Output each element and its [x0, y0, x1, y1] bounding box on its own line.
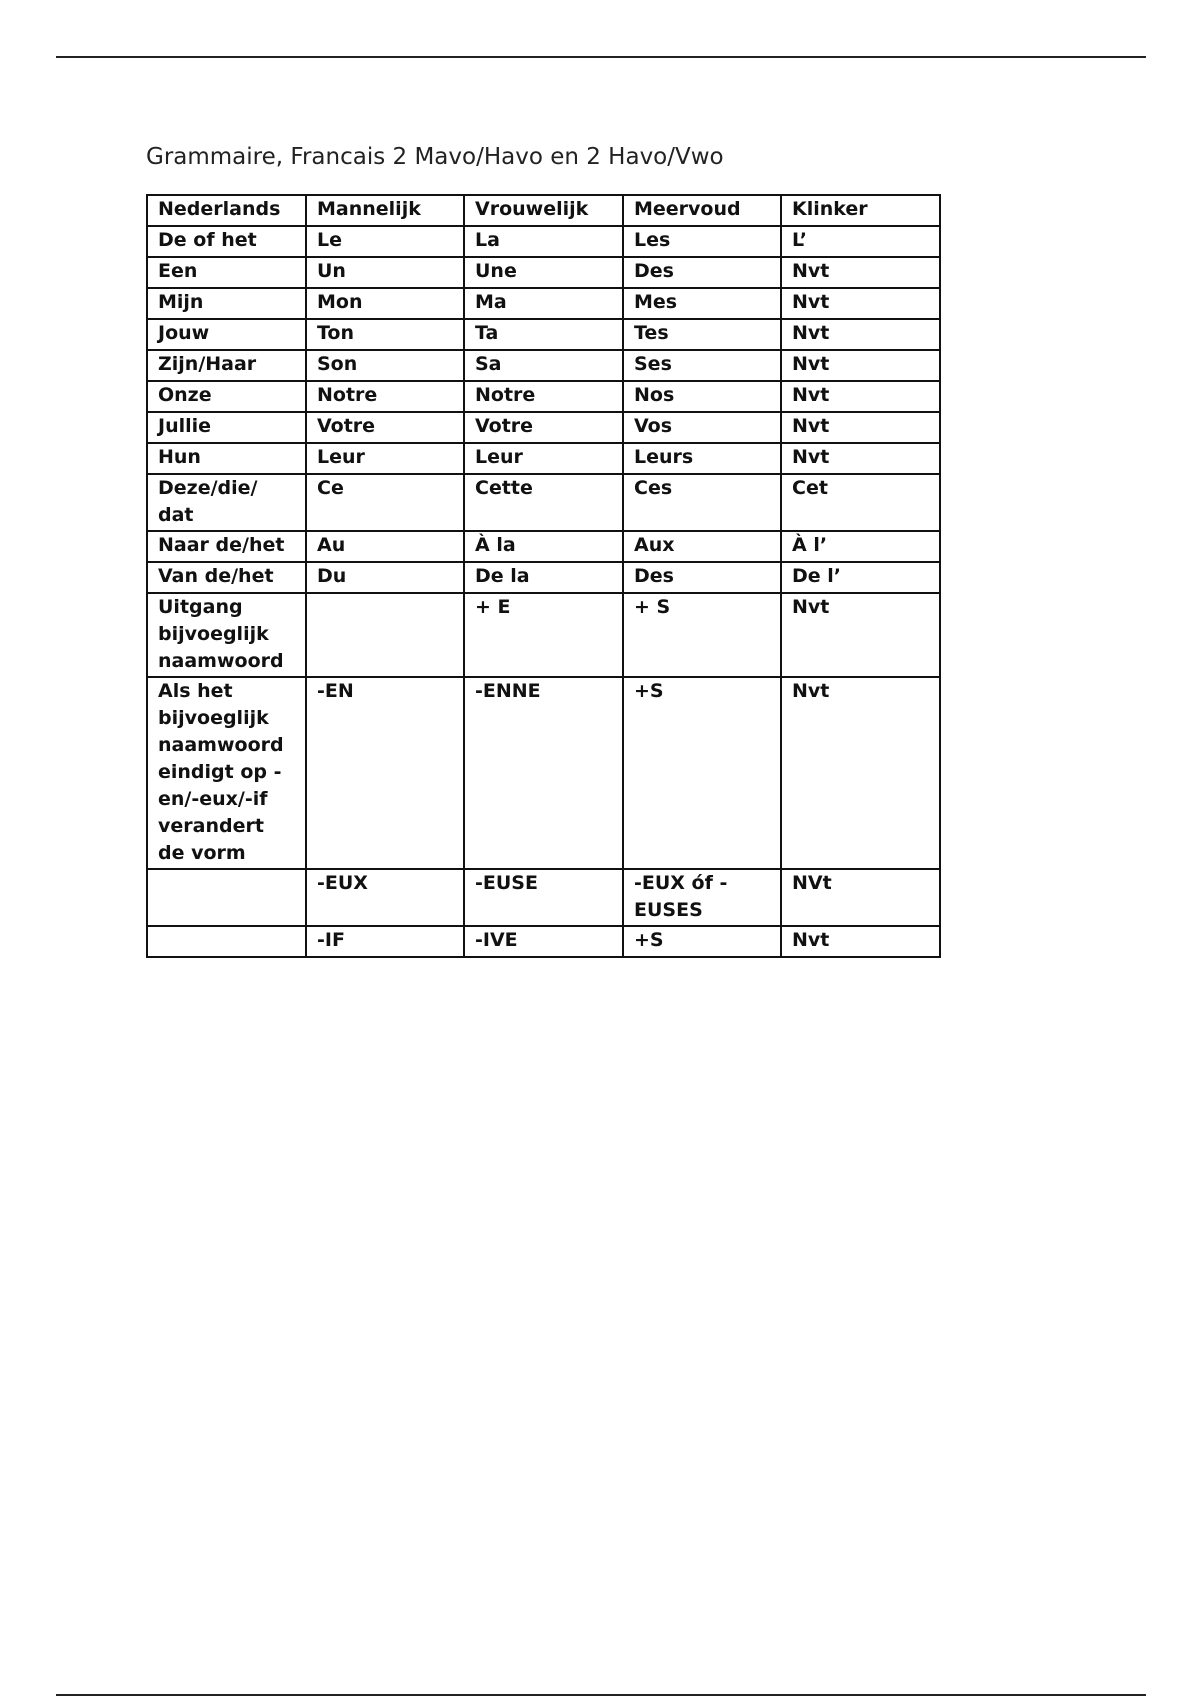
table-cell: Ce [306, 474, 464, 531]
table-cell: Du [306, 562, 464, 593]
table-cell: L’ [781, 226, 940, 257]
table-cell: Als het bijvoeglijk naamwoord eindigt op - en/-eux/-if verandert de vorm [147, 677, 306, 869]
table-cell: NVt [781, 869, 940, 926]
table-cell: De la [464, 562, 623, 593]
table-cell: Ma [464, 288, 623, 319]
table-cell: Ta [464, 319, 623, 350]
table-cell: Notre [306, 381, 464, 412]
table-cell: Mijn [147, 288, 306, 319]
table-cell: Een [147, 257, 306, 288]
table-cell [147, 926, 306, 957]
table-cell: Nvt [781, 593, 940, 677]
table-cell: Ton [306, 319, 464, 350]
table-row [147, 677, 940, 869]
table-cell: + E [464, 593, 623, 677]
table-cell: Les [623, 226, 781, 257]
table-cell: De of het [147, 226, 306, 257]
table-cell: Van de/het [147, 562, 306, 593]
table-row [147, 474, 940, 531]
header-cell-mannelijk: Mannelijk [306, 195, 464, 226]
table-cell: Cet [781, 474, 940, 531]
table-cell: Ses [623, 350, 781, 381]
table-row [147, 869, 940, 926]
table-cell: Des [623, 562, 781, 593]
table-cell: -EUX óf - EUSES [623, 869, 781, 926]
table-row [147, 412, 940, 443]
footer-rule [56, 1694, 1146, 1696]
table-cell: Votre [306, 412, 464, 443]
table-cell: Nvt [781, 257, 940, 288]
table-cell: Aux [623, 531, 781, 562]
table-cell: Vos [623, 412, 781, 443]
table-row [147, 926, 940, 957]
header-cell-vrouwelijk: Vrouwelijk [464, 195, 623, 226]
table-cell: Nvt [781, 412, 940, 443]
table-cell: -IVE [464, 926, 623, 957]
table-cell: Jullie [147, 412, 306, 443]
header-cell-meervoud: Meervoud [623, 195, 781, 226]
table-cell: -IF [306, 926, 464, 957]
header-cell-nederlands: Nederlands [147, 195, 306, 226]
table-cell: Nvt [781, 350, 940, 381]
table-cell: Le [306, 226, 464, 257]
table-cell: Mon [306, 288, 464, 319]
table-cell: Leur [306, 443, 464, 474]
table-cell: À l’ [781, 531, 940, 562]
table-cell: -EUSE [464, 869, 623, 926]
table-row [147, 562, 940, 593]
table-cell: Mes [623, 288, 781, 319]
page-title: Grammaire, Francais 2 Mavo/Havo en 2 Havo/Vwo [146, 144, 724, 170]
table-cell: Notre [464, 381, 623, 412]
table-cell: Naar de/het [147, 531, 306, 562]
table-cell: Au [306, 531, 464, 562]
table-cell: Nvt [781, 677, 940, 869]
table-cell: Leurs [623, 443, 781, 474]
table-cell: Deze/die/ dat [147, 474, 306, 531]
table-row [147, 443, 940, 474]
table-cell: La [464, 226, 623, 257]
table-cell: De l’ [781, 562, 940, 593]
table-cell: Cette [464, 474, 623, 531]
table-cell: Sa [464, 350, 623, 381]
table-row [147, 319, 940, 350]
header-cell-klinker: Klinker [781, 195, 940, 226]
table-cell: Leur [464, 443, 623, 474]
table-cell: Uitgang bijvoeglijk naamwoord [147, 593, 306, 677]
table-cell: Nos [623, 381, 781, 412]
table-cell: Une [464, 257, 623, 288]
table-cell: Votre [464, 412, 623, 443]
table-cell: Onze [147, 381, 306, 412]
table-cell: Zijn/Haar [147, 350, 306, 381]
table-cell: Ces [623, 474, 781, 531]
table-cell [147, 869, 306, 926]
table-cell: -EN [306, 677, 464, 869]
table-cell: Nvt [781, 319, 940, 350]
table-cell: À la [464, 531, 623, 562]
table-cell: Nvt [781, 288, 940, 319]
table-row [147, 531, 940, 562]
table-cell [306, 593, 464, 677]
table-header-row [147, 195, 940, 226]
table-row [147, 226, 940, 257]
table-row [147, 350, 940, 381]
table-cell: Son [306, 350, 464, 381]
table-cell: +S [623, 677, 781, 869]
table-cell: Hun [147, 443, 306, 474]
table-cell: Un [306, 257, 464, 288]
table-cell: Tes [623, 319, 781, 350]
table-cell: Nvt [781, 443, 940, 474]
table-cell: Nvt [781, 381, 940, 412]
table-cell: Jouw [147, 319, 306, 350]
table-cell: -ENNE [464, 677, 623, 869]
header-rule [56, 56, 1146, 58]
table-cell: -EUX [306, 869, 464, 926]
table-cell: Des [623, 257, 781, 288]
table-row [147, 257, 940, 288]
table-cell: + S [623, 593, 781, 677]
table-cell: Nvt [781, 926, 940, 957]
table-cell: +S [623, 926, 781, 957]
table-row [147, 288, 940, 319]
grammar-table [146, 194, 941, 958]
table-row [147, 381, 940, 412]
table-row [147, 593, 940, 677]
